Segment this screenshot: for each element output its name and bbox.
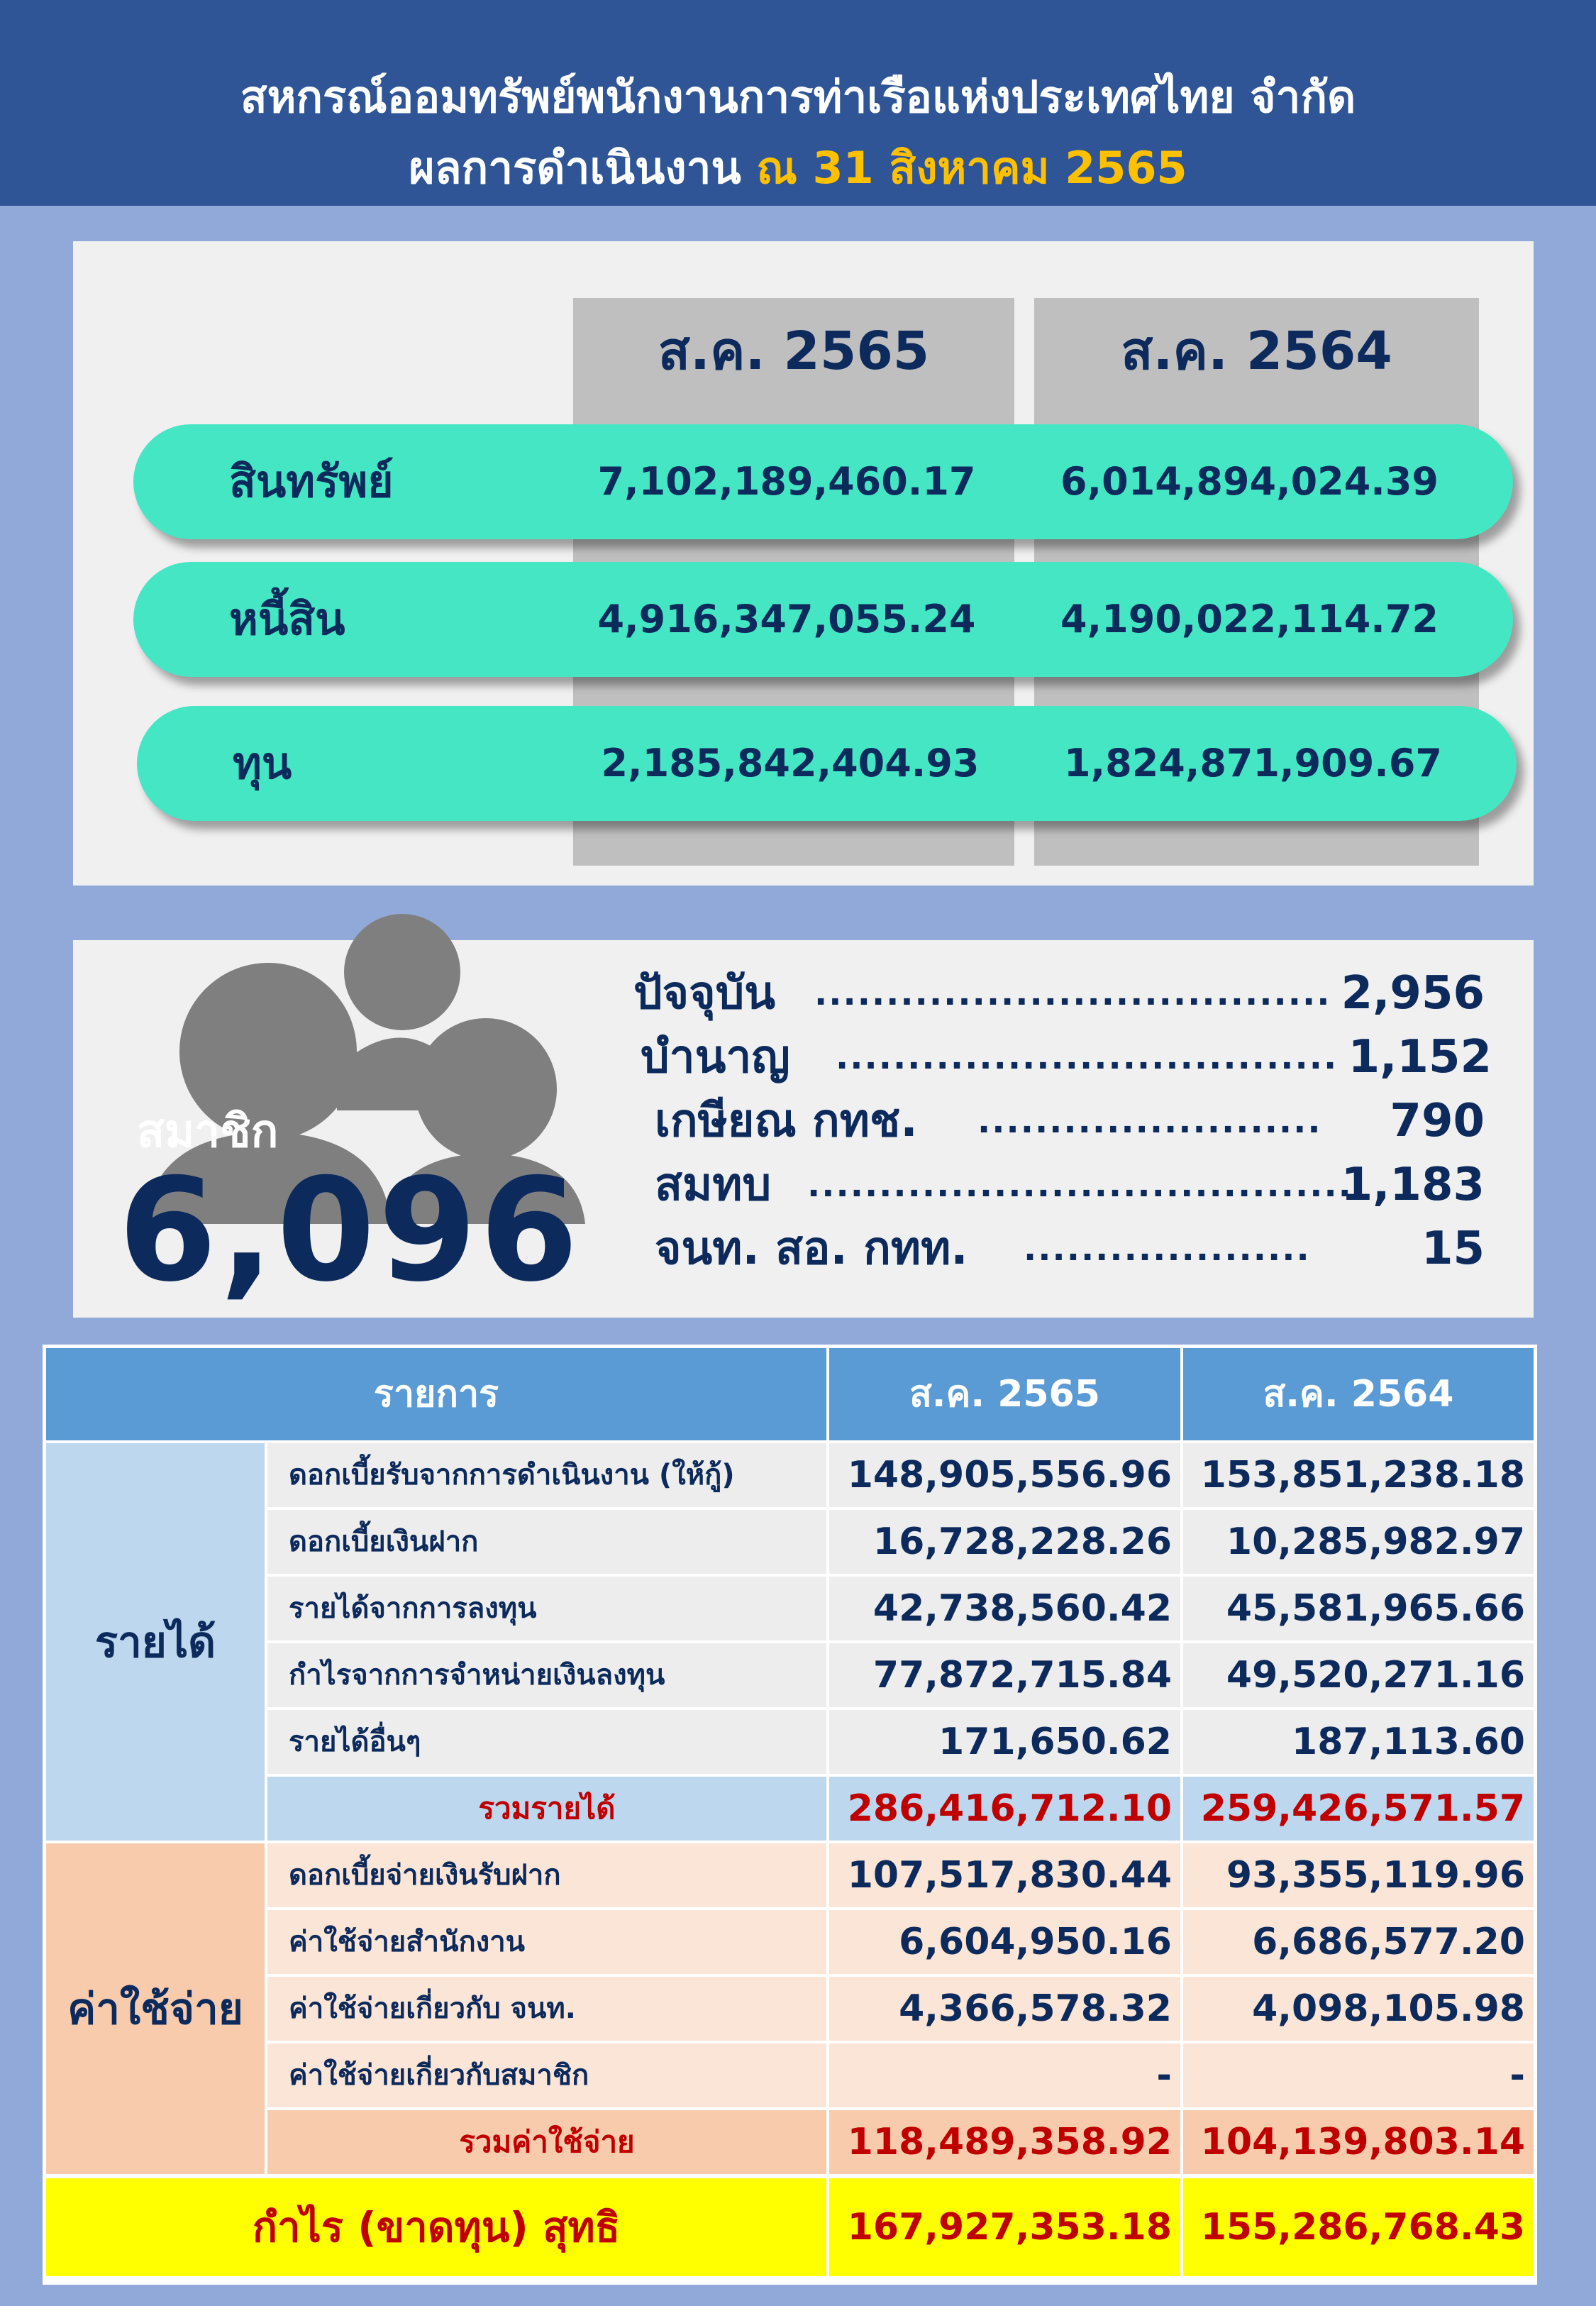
member-row-associate — [655, 1153, 1485, 1217]
summary-row-label: สินทรัพย์ — [229, 456, 394, 507]
income-total-2564: 259,426,571.57 — [1183, 1777, 1534, 1841]
summary-row-liabilities — [133, 562, 1513, 677]
table-row-label: ค่าใช้จ่ายเกี่ยวกับสมาชิก — [267, 2043, 826, 2107]
summary-row-assets — [133, 424, 1513, 539]
subtitle-prefix: ผลการดำเนินงาน — [409, 142, 741, 194]
member-type: ปัจจุบัน — [633, 967, 775, 1020]
income-category: รายได้ — [46, 1443, 265, 1841]
table-cell-2564: 6,686,577.20 — [1183, 1910, 1534, 1974]
table-cell-2565: 148,905,556.96 — [829, 1443, 1180, 1507]
table-row-label: ค่าใช้จ่ายสำนักงาน — [267, 1910, 826, 1974]
table-cell-2565: 107,517,830.44 — [829, 1843, 1180, 1907]
table-row-label: ค่าใช้จ่ายเกี่ยวกับ จนท. — [267, 1977, 826, 2041]
member-row-current — [633, 961, 1485, 1025]
table-header-2564: ส.ค. 2564 — [1183, 1348, 1534, 1440]
income-total-label: รวมรายได้ — [267, 1777, 826, 1841]
table-cell-2565: 16,728,228.26 — [829, 1510, 1180, 1574]
table-cell-2565: - — [829, 2043, 1180, 2107]
summary-column-header-2564: ส.ค. 2564 — [1121, 321, 1392, 382]
summary-value-2565: 2,185,842,404.93 — [601, 741, 980, 785]
member-count: 790 — [1390, 1095, 1485, 1147]
member-row-staff — [655, 1217, 1485, 1281]
table-cell-2565: 42,738,560.42 — [829, 1577, 1180, 1640]
leader-dots: ........................ — [977, 1101, 1322, 1141]
page-subtitle — [0, 136, 1596, 200]
members-panel — [73, 940, 1534, 1318]
summary-value-2564: 1,824,871,909.67 — [1064, 741, 1442, 785]
member-row-pension — [641, 1025, 1492, 1089]
leader-dots: ................................... — [836, 1037, 1339, 1077]
expense-category: ค่าใช้จ่าย — [46, 1843, 265, 2174]
table-cell-2564: 187,113.60 — [1183, 1710, 1534, 1774]
table-cell-2564: 93,355,119.96 — [1183, 1843, 1534, 1907]
table-header-2565: ส.ค. 2565 — [829, 1348, 1180, 1440]
table-row-label: ดอกเบี้ยเงินฝาก — [267, 1510, 826, 1574]
financial-summary-panel — [73, 241, 1534, 886]
table-cell-2564: 4,098,105.98 — [1183, 1977, 1534, 2041]
page-header — [0, 0, 1596, 206]
table-cell-2564: - — [1183, 2043, 1534, 2107]
summary-column-header-2565: ส.ค. 2565 — [658, 321, 930, 382]
page-title: สหกรณ์ออมทรัพย์พนักงานการท่าเรือแห่งประเทศไทย จำกัด — [240, 71, 1356, 123]
member-type: สมทบ — [655, 1159, 772, 1211]
table-header-item: รายการ — [46, 1348, 826, 1440]
table-cell-2565: 171,650.62 — [829, 1710, 1180, 1774]
member-type: เกษียณ กทช. — [655, 1095, 918, 1147]
expense-total-2564: 104,139,803.14 — [1183, 2110, 1534, 2174]
table-cell-2565: 4,366,578.32 — [829, 1977, 1180, 2041]
member-type: บำนาญ — [641, 1031, 790, 1083]
expense-total-label: รวมค่าใช้จ่าย — [267, 2110, 826, 2174]
table-cell-2564: 49,520,271.16 — [1183, 1643, 1534, 1707]
summary-row-equity — [137, 706, 1517, 821]
leader-dots: .................... — [1024, 1229, 1311, 1269]
table-row-label: ดอกเบี้ยจ่ายเงินรับฝาก — [267, 1843, 826, 1907]
table-row-label: ดอกเบี้ยรับจากการดำเนินงาน (ให้กู้) — [267, 1443, 826, 1507]
table-row-label: รายได้จากการลงทุน — [267, 1577, 826, 1640]
table-cell-2565: 6,604,950.16 — [829, 1910, 1180, 1974]
net-profit-label: กำไร (ขาดทุน) สุทธิ — [46, 2178, 826, 2276]
table-row-label: กำไรจากการจำหน่ายเงินลงทุน — [267, 1643, 826, 1707]
subtitle-date: ณ 31 สิงหาคม 2565 — [756, 142, 1187, 194]
net-profit-2564: 155,286,768.43 — [1183, 2178, 1534, 2276]
member-type: จนท. สอ. กทท. — [655, 1223, 968, 1275]
table-cell-2565: 77,872,715.84 — [829, 1643, 1180, 1707]
summary-value-2564: 6,014,894,024.39 — [1060, 459, 1439, 504]
summary-row-label: หนี้สิน — [229, 593, 345, 645]
leader-dots: .................................... — [814, 973, 1331, 1013]
summary-value-2565: 4,916,347,055.24 — [597, 597, 976, 641]
leader-dots: ...................................... — [807, 1165, 1353, 1205]
summary-value-2564: 4,190,022,114.72 — [1060, 597, 1439, 641]
expense-total-2565: 118,489,358.92 — [829, 2110, 1180, 2174]
table-cell-2564: 45,581,965.66 — [1183, 1577, 1534, 1640]
income-total-2565: 286,416,712.10 — [829, 1777, 1180, 1841]
table-cell-2564: 10,285,982.97 — [1183, 1510, 1534, 1574]
member-count: 15 — [1421, 1223, 1485, 1275]
member-count: 1,152 — [1348, 1031, 1492, 1083]
table-row-label: รายได้อื่นๆ — [267, 1710, 826, 1774]
summary-value-2565: 7,102,189,460.17 — [597, 459, 976, 504]
table-cell-2564: 153,851,238.18 — [1183, 1443, 1534, 1507]
summary-row-label: ทุน — [233, 737, 292, 789]
members-label: สมาชิก — [137, 1105, 279, 1158]
net-profit-2565: 167,927,353.18 — [829, 2178, 1180, 2276]
income-expense-table — [43, 1345, 1537, 2285]
members-total: 6,096 — [118, 1148, 582, 1313]
member-count: 1,183 — [1341, 1159, 1485, 1211]
member-row-retired — [655, 1089, 1485, 1153]
member-count: 2,956 — [1341, 967, 1485, 1020]
